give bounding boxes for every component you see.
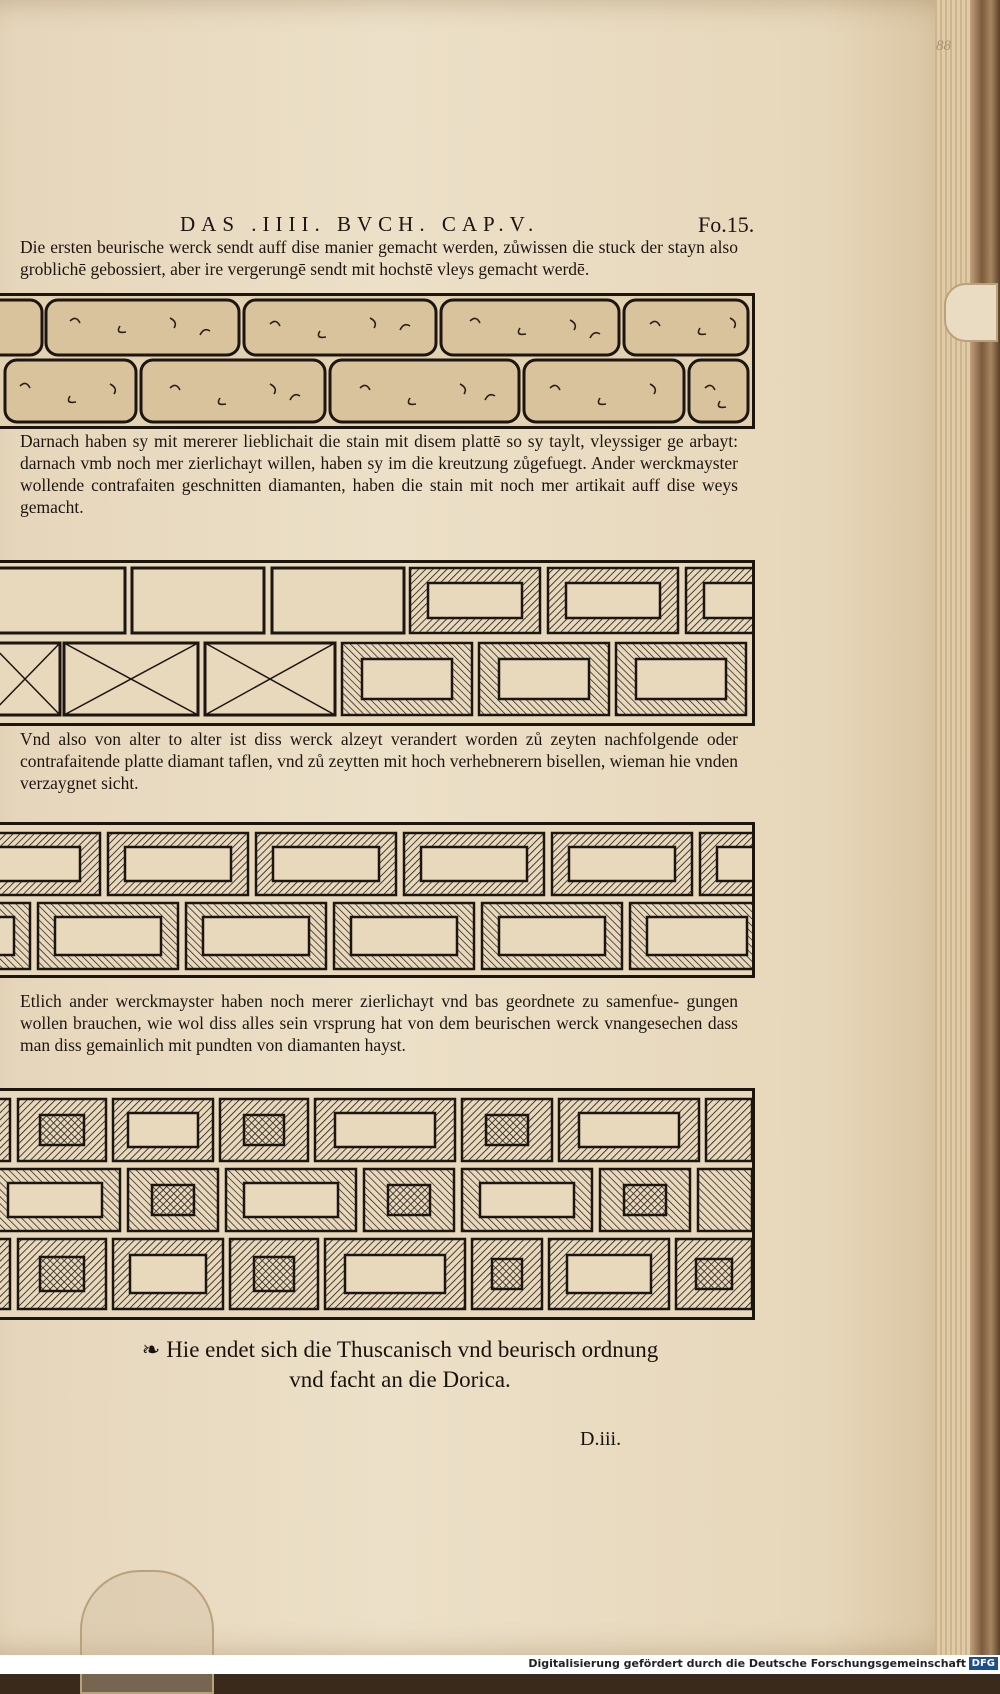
footer-credit: Digitalisierung gefördert durch die Deutsche Forschungsgemeinschaft [528, 1657, 966, 1670]
bevelled-stone-plate [0, 822, 755, 978]
thumb-mark [80, 1570, 214, 1694]
closing-line-2: vnd facht an die Dorica. [289, 1367, 511, 1392]
margin-page-number: 88 [936, 38, 951, 54]
folio-number: Fo.15. [698, 212, 755, 237]
paragraph-4: Etlich ander werckmayster haben noch merer zierlichayt vnd bas geordnete zu samenfue- gungen wollen brauchen, wie wol diss alles sein vrsprung hat von dem beurischen werck vnangesechen dass man diss gemainlich mit pundten von diamanten hayst. [20, 991, 738, 1055]
closing-line-1: Hie endet sich die Thuscanisch vnd beurisch ordnung [166, 1337, 659, 1362]
rustic-stone-plate [0, 293, 755, 429]
signature-mark: D.iii. [580, 1428, 622, 1450]
diamond-point-plate [0, 1088, 755, 1320]
page-tab-marker [944, 283, 998, 342]
flat-plate-stone-plate [0, 560, 755, 726]
closing-rubric [50, 1335, 750, 1395]
paragraph-1: Die ersten beurische werck sendt auff dise manier gemacht werden, zůwissen die stuck der stayn also groblichē gebossiert, aber ire vergerungē sendt mit hochstē vleys gemacht werdē. [20, 237, 738, 279]
paragraph-2: Darnach haben sy mit mererer lieblichait die stain mit disem plattē so sy taylt, vleyssiger ge arbayt: darnach vmb noch mer zierlichayt willen, haben sy im die kreutzung zůgefuegt. Ander werckmayster wollende contrafaiten geschnitten diamanten, haben die stain mit noch mer artikait auff dise weys gemacht. [20, 431, 738, 517]
hedera-fleuron-icon: ❧ [141, 1337, 161, 1362]
running-head: DAS .IIII. BVCH. CAP.V. [180, 212, 540, 236]
dfg-logo: DFG [969, 1657, 998, 1670]
paragraph-3: Vnd also von alter to alter ist diss werck alzeyt verandert worden zů zeyten nachfolgende oder contrafaitende platte diamant taflen, vnd zů zeytten mit hoch verhebnerern bisellen, wieman hie vnden verzaygnet sicht. [20, 729, 738, 793]
page-edge-strip [935, 0, 970, 1655]
